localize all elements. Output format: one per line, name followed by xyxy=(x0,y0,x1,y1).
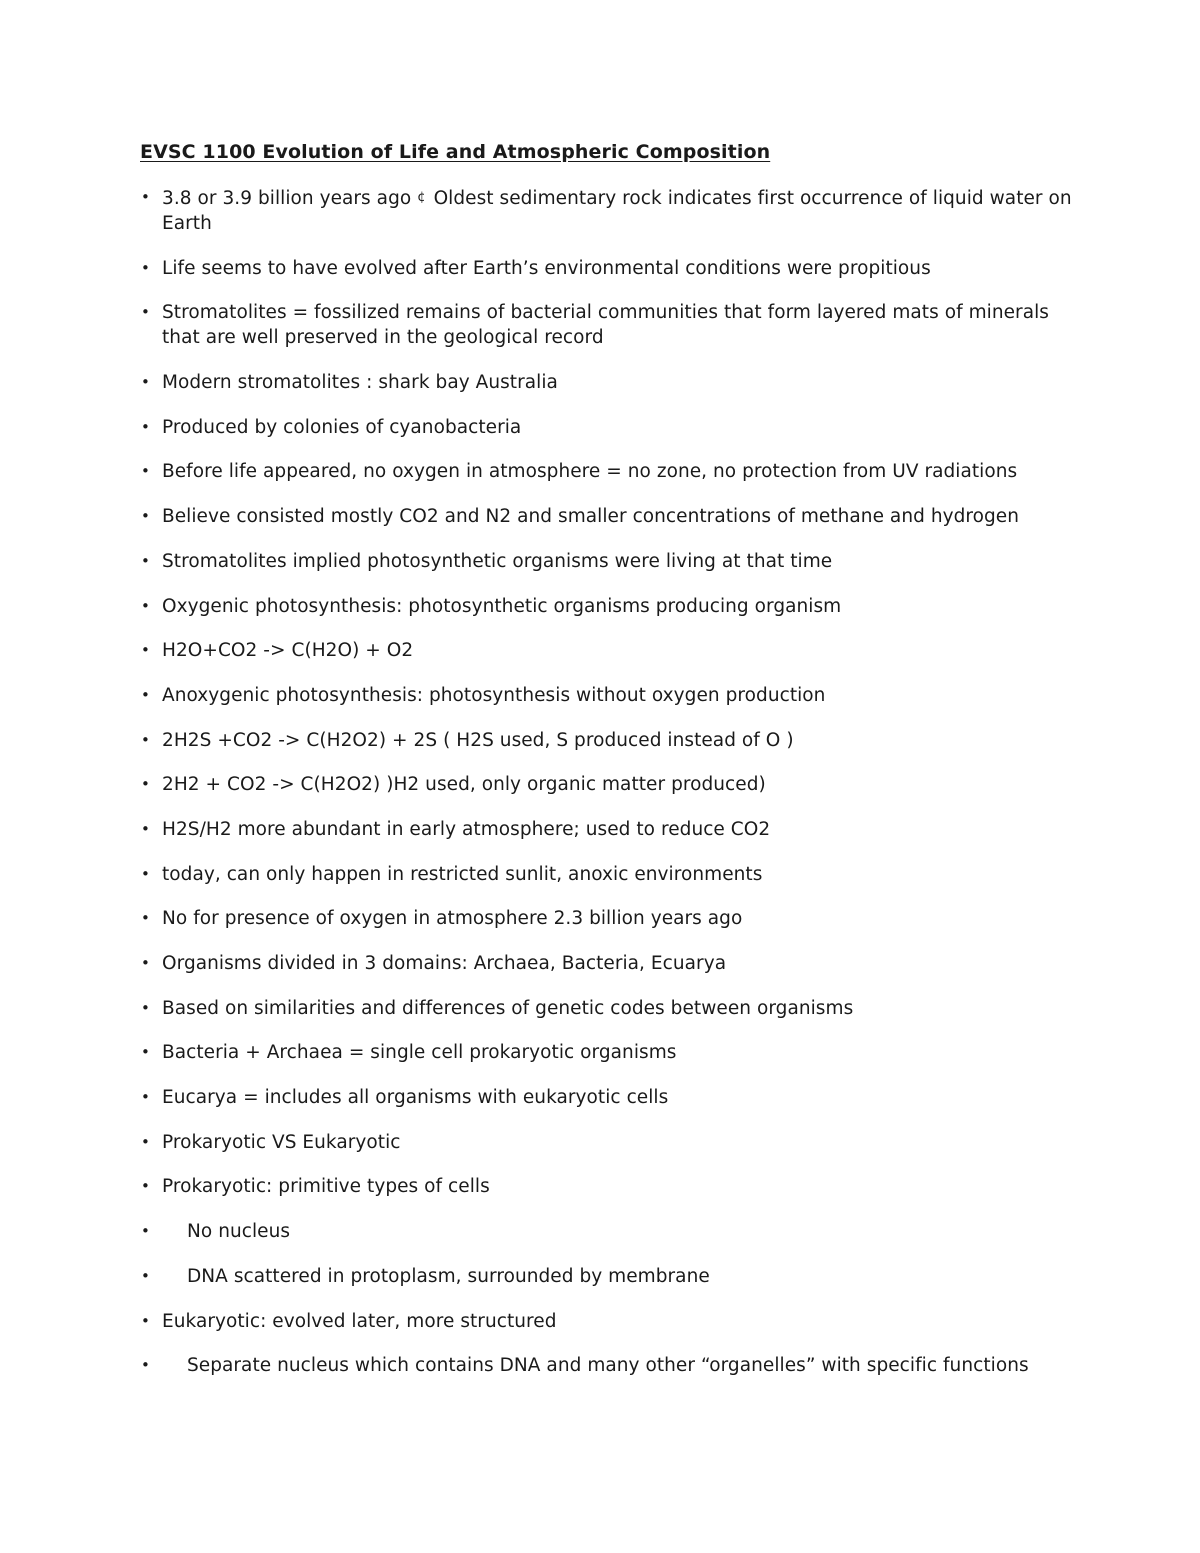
list-item-text: Before life appeared, no oxygen in atmosphere = no zone, no protection from UV radiations xyxy=(162,461,1018,483)
list-item xyxy=(140,1264,1080,1289)
list-item-text: Stromatolites = fossilized remains of bacterial communities that form layered mats of minerals that are well preserved in the geological record xyxy=(162,302,1049,349)
list-item xyxy=(140,300,1080,350)
list-item xyxy=(140,415,1080,440)
list-item-text: Eukaryotic: evolved later, more structured xyxy=(162,1310,557,1332)
list-item xyxy=(140,906,1080,931)
list-item xyxy=(140,504,1080,529)
list-item-text: Believe consisted mostly CO2 and N2 and smaller concentrations of methane and hydrogen xyxy=(162,506,1020,528)
list-item-text: Modern stromatolites : shark bay Australia xyxy=(162,372,558,394)
list-item xyxy=(140,996,1080,1021)
list-item xyxy=(140,638,1080,663)
list-item-text: No nucleus xyxy=(187,1221,291,1243)
list-item xyxy=(140,1130,1080,1155)
list-item xyxy=(140,1219,1080,1244)
list-item-text: Stromatolites implied photosynthetic organisms were living at that time xyxy=(162,550,833,572)
list-item xyxy=(140,683,1080,708)
list-item xyxy=(140,549,1080,574)
list-item-text: Organisms divided in 3 domains: Archaea, Bacteria, Ecuarya xyxy=(162,953,727,974)
list-item-text: Separate nucleus which contains DNA and many other “organelles” with specific functions xyxy=(187,1355,1029,1377)
list-item xyxy=(140,370,1080,395)
list-item-text: today, can only happen in restricted sunlit, anoxic environments xyxy=(162,863,763,885)
list-item-text: Prokaryotic: primitive types of cells xyxy=(162,1176,490,1198)
list-item xyxy=(140,772,1080,797)
list-item xyxy=(140,817,1080,842)
list-item-text: 2H2 + CO2 -> C(H2O2) )H2 used, only organic matter produced) xyxy=(162,774,766,796)
arrow-icon: ¢ xyxy=(417,190,426,205)
list-item xyxy=(140,459,1080,484)
list-item-text: No for presence of oxygen in atmosphere 2.3 billion years ago xyxy=(162,908,743,930)
list-item-text: Life seems to have evolved after Earth’s environmental conditions were propitious xyxy=(162,257,931,279)
list-item xyxy=(140,1040,1080,1065)
list-item xyxy=(140,1174,1080,1199)
list-item-text: Oldest sedimentary rock indicates first occurrence of liquid water on Earth xyxy=(162,188,1072,234)
list-item-text: Anoxygenic photosynthesis: photosynthesis without oxygen production xyxy=(162,684,826,706)
list-item xyxy=(140,1085,1080,1110)
list-item xyxy=(140,728,1080,753)
list-item-text: 2H2S +CO2 -> C(H2O2) + 2S ( H2S used, S produced instead of O ) xyxy=(162,729,794,751)
list-item-text: H2S/H2 more abundant in early atmosphere; used to reduce CO2 xyxy=(162,818,771,840)
list-item xyxy=(140,951,1080,976)
list-item-text: Oxygenic photosynthesis: photosynthetic organisms producing organism xyxy=(162,595,842,617)
list-item xyxy=(140,594,1080,619)
list-item xyxy=(140,1353,1080,1378)
list-item xyxy=(140,862,1080,887)
list-item-text: Produced by colonies of cyanobacteria xyxy=(162,416,522,438)
list-item-text: Bacteria + Archaea = single cell prokaryotic organisms xyxy=(162,1042,677,1064)
list-item-text: Prokaryotic VS Eukaryotic xyxy=(162,1131,401,1153)
list-item-text: H2O+CO2 -> C(H2O) + O2 xyxy=(162,640,414,662)
list-item-text: Based on similarities and differences of genetic codes between organisms xyxy=(162,997,854,1019)
list-item-text: Eucarya = includes all organisms with eukaryotic cells xyxy=(162,1087,669,1109)
list-item xyxy=(140,256,1080,281)
list-item xyxy=(140,185,1080,236)
document-title: EVSC 1100 Evolution of Life and Atmospheric Composition xyxy=(140,141,771,163)
list-item xyxy=(140,1309,1080,1334)
notes-list xyxy=(140,185,1080,1398)
list-item-text: 3.8 or 3.9 billion years ago xyxy=(162,188,412,209)
list-item-text: DNA scattered in protoplasm, surrounded by membrane xyxy=(187,1265,710,1287)
